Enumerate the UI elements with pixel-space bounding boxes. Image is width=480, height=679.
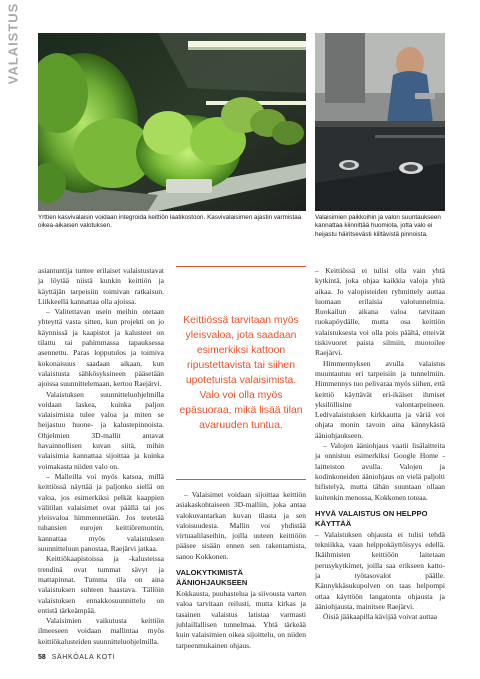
paragraph: Keittiökaapistoissa ja -kalusteissa trendinä ovat tummat sävyt ja mattapinnat. Tumma tila on aina valaistuksen suhteen haastava. Tällöin valaistuksen ennakkosuunnittelu on entistä tärkeämpää. — [38, 554, 164, 615]
page-number: 58 — [38, 654, 46, 661]
pull-quote-text: Keittiössä tarvitaan myös yleisvaloa, jota saadaan esimerkiksi kattoon ripustettavista tai siihen upotetuista valaisimista. Valo voi olla myös epäsuoraa, mikä lisää tilan avaruuden tuntua. — [179, 315, 303, 431]
paragraph: – Valaistuksen ohjausta ei tulisi tehdä tekniikka, vaan helppokäyttöisyys edellä. Ikäihmisten keittiöön laitetaan perusykytkimet, joilla saa erikseen katto- ja työtasovalot päälle. Kännykkäsukupolven on taas helpompi ottaa käyttöön langatonta ohjausta ja ääniohjausta, mainitsee Raejärvi. — [315, 529, 445, 611]
paragraph: Himmennyksen avulla valaistus muuntautuu eri tarpeisiin ja tunnelmiin. Himmennys tuo pelivaraa myös siihen, että keittiö käyttävät eri-ikäiset ihmiset yksilöllisine valontarpeineen. Ledivalaistuksen kirkkautta ja väriä voi ohjata monin tavoin aina kännykästä ääniohjaukseen. — [315, 358, 445, 440]
paragraph: – Valaisimet voidaan sijoittaa keittiön asiakaskohtaiseen 3D-malliin, joka antaa valokuvantarkan kuvan tilasta ja sen valoisuudesta. Mallin voi yhdistää virtuaalilaseihin, joilla uuteen keittiöön pääsee sisään ennen sen rakentamista, sanoo Kokkonen. — [176, 490, 306, 561]
magazine-name: SÄHKÖALA KOTI — [51, 654, 116, 661]
kitchen-photo — [315, 33, 445, 211]
paragraph: asiantuntija tuntee erilaiset valaistustavat ja löytää niistä kunkin keittiön ja käyttäjän tarpeisiin toimivan ratkaisun. Liikkeellä kannattaa olla ajoissa. — [38, 266, 164, 306]
paragraph: – Keittiössä ei tulisi olla vain yhtä kytkintä, joka ohjaa kaikkia valoja yhtä aikaa. Jo valopisteiden ryhmittely auttaa luomaan erilaisia valotunnelmia. Ruokailun aikana valoa tarvitaan ruokapöydälle, mutta osa keittiön valaistuksesta voi olla pois päältä, etteivät tiskivuoret paista silmiin, muotoilee Raejärvi. — [315, 266, 445, 358]
paragraph: Valaisimien vaikutusta keittiön ilmeeseen voidaan mallintaa myös keittiökalusteiden suunnitteluohjelmilla. — [38, 616, 164, 646]
paragraph: – Malleilla voi myös katsoa, millä keittiössä näyttää ja paljonko siellä on valoa, jos esimerkiksi pelkät kaappien välitilan valaisimet ovat päällä tai jos yleisvaloa himmennetään. Jos teetetää tuhansien eurojen keittiöremontin, kannattaa myös valaistuksen suunnitteluun panostaa, Raejärvi jatkaa. — [38, 471, 164, 554]
page-footer — [38, 654, 115, 661]
herb-shelf-photo — [38, 33, 306, 211]
subheading: VALOKYTKIMISTÄ ÄÄNIOHJAUKSEEN — [176, 568, 248, 588]
photo-caption-left: Yrttien kasvivalaisin voidaan integroida keittiön laatikostoon. Kasvivalaisimen ajastin varmistaa oikea-aikaisen valotuksen. — [38, 214, 302, 230]
subheading: HYVÄ VALAISTUS ON HELPPO KÄYTTÄÄ — [315, 508, 428, 528]
section-label: VALAISTUS — [5, 2, 21, 84]
paragraph: – Valitettavan usein meihin otetaan yhteyttä vasta sitten, kun projekti on jo käynnissä ja kaapistot ja kalusteet on tilattu tai pahimmassa tapauksessa asennettu. Paras lopputulos ja toimiva kokonaisuus saadaan aikaan, kun valaistusta sähkösyksineen pääsetään ajoissa suunnittelemaan, kertoo Raejärvi. — [38, 307, 164, 389]
article-column-3 — [315, 266, 445, 623]
pull-quote — [176, 266, 306, 480]
paragraph: Kokkausta, puuhastelua ja siivousta varten valoa tarvitaan reilusti, mutta kirkas ja tasainen valaistus latistaa varmasti juhlaillallisen tunnelmaa. Yhtä tärkeää kuin valaisimien oikea sijoittelu, on niiden tarpeenmukainen ohjaus. — [176, 589, 306, 650]
paragraph: Öisiä jääkaapilla kävijää voivat auttaa — [323, 612, 438, 622]
article-column-2 — [176, 490, 306, 651]
photo-caption-right: Valaisimien paikkoihin ja valon suuntaukseen kannattaa kiinnittää huomiota, jotta valo ei heijastu häiritsevästi kiiltävistä pinnoista. — [315, 214, 441, 238]
paragraph: Valaistuksen suunnitteluohjelmilla voidaan laskea, kuinka paljon valaisimista tulee valoa ja miten se heijastuu huone- ja kalustepinnoista. Ohjelmien 3D-mallit antavat havainnollisen kuvan siitä, mihin valaisimia kannattaa sijoittaa ja kuinka voimakasta niiden valo on. — [38, 389, 164, 471]
article-column-1 — [38, 266, 164, 647]
paragraph: – Valojen ääniohjaus vaatii lisälaitteita ja onnistuu esimerkiksi Google Home -laitteiston avulla. Valojen ja kodinkoneiden ääniohjaus on vielä paljolti hifistelyä, mutta tähän suuntaan ollaan kuitenkin menossa, Kokkonen toteaa. — [315, 441, 445, 502]
